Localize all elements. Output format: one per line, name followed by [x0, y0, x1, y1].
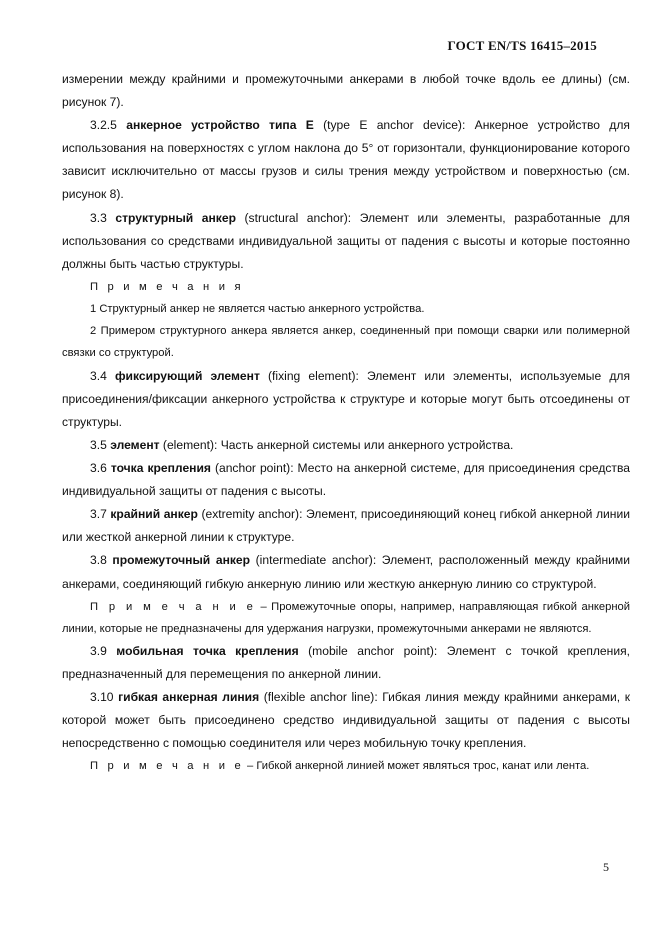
clause-number: 3.6 — [90, 461, 107, 476]
note-label: П р и м е ч а н и е — [90, 600, 257, 613]
definition-text: (mobile anchor point): Элемент с точкой крепления, предназначенный для перемещения по анкерной линии. — [62, 644, 630, 682]
clause-number: 3.4 — [90, 368, 107, 383]
definition-text: (intermediate anchor): Элемент, расположенный между крайними анкерами, соединяющий гибкую анкерную линию или жесткую анкерную линию со структурой. — [62, 553, 630, 591]
clause-number: 3.7 — [90, 507, 107, 522]
term: гибкая анкерная линия — [118, 690, 260, 705]
note-text: – Гибкой анкерной линией может являться трос, канат или лента. — [243, 760, 590, 773]
note-3-8 — [62, 596, 630, 640]
clause-number: 3.9 — [90, 644, 107, 658]
definition-text: (flexible anchor line): Гибкая линия между крайними анкерами, к которой может быть присоединено средство индивидуальной защиты от падения с высоты непосредственно с помощью соединителя или через мобильную точку крепления. — [62, 690, 630, 751]
document-body — [62, 68, 630, 778]
definition-text: (type E anchor device): Анкерное устройство для использования на поверхностях с углом наклона до 5° от горизонтали, функционирование которого зависит исключительно от массы грузов и силы трения между устройством и поверхностью (см. рисунок 8). — [62, 118, 630, 202]
definition-3-4 — [62, 365, 630, 434]
term: фиксирующий элемент — [114, 368, 260, 383]
definition-text: (structural anchor): Элемент или элементы, разработанные для использования со средствами индивидуальной защиты от падения с высоты и которые постоянно должны быть частью структуры. — [62, 210, 630, 271]
definition-3-7 — [62, 503, 630, 549]
notes-heading: П р и м е ч а н и я — [90, 280, 244, 293]
definition-3-3 — [62, 207, 630, 276]
clause-number: 3.3 — [90, 210, 107, 225]
clause-number: 3.10 — [90, 690, 114, 705]
clause-number: 3.8 — [90, 553, 107, 568]
definition-text: (fixing element): Элемент или элементы, используемые для присоединения/фиксации анкерного устройства к структуре и которые могут быть отсоединены от структуры. — [62, 368, 630, 429]
document-code-header: ГОСТ EN/TS 16415–2015 — [447, 38, 597, 53]
term: точка крепления — [110, 461, 211, 476]
definition-3-9 — [62, 640, 630, 686]
definition-text: (extremity anchor): Элемент, присоединяющий конец гибкой анкерной линии или жесткой анкерной линии к структуре. — [62, 507, 630, 545]
note-text: – Промежуточные опоры, например, направляющая гибкой анкерной линии, которые не предназначены для удержания нагрузки, промежуточными анкерами не являются. — [62, 600, 630, 635]
definition-3-6 — [62, 457, 630, 503]
definition-3-10 — [62, 686, 630, 755]
page-number: 5 — [603, 860, 609, 874]
term: анкерное устройство типа E — [126, 118, 314, 133]
definition-3-2-5 — [62, 114, 630, 206]
definition-3-5 — [62, 434, 630, 457]
note-label: П р и м е ч а н и е — [90, 760, 244, 773]
clause-number: 3.5 — [90, 437, 107, 452]
clause-number: 3.2.5 — [90, 118, 117, 133]
term: промежуточный анкер — [112, 553, 251, 568]
paragraph-continuation: измерении между крайними и промежуточными анкерами в любой точке вдоль ее длины) (см. рисунок 7). — [62, 72, 630, 110]
definition-text: (element): Часть анкерной системы или анкерного устройства. — [159, 437, 514, 452]
definition-3-8 — [62, 549, 630, 595]
definition-text: (anchor point): Место на анкерной системе, для присоединения средства индивидуальной защиты от падения с высоты. — [62, 461, 630, 499]
note-2: 2 Примером структурного анкера является анкер, соединенный при помощи сварки или полимерной связки со структурой. — [62, 325, 630, 360]
term: структурный анкер — [115, 210, 236, 225]
note-1: 1 Структурный анкер не является частью анкерного устройства. — [90, 303, 425, 316]
term: элемент — [110, 437, 160, 452]
term: мобильная точка крепления — [116, 644, 299, 658]
term: крайний анкер — [110, 507, 198, 522]
note-3-10 — [62, 755, 630, 777]
